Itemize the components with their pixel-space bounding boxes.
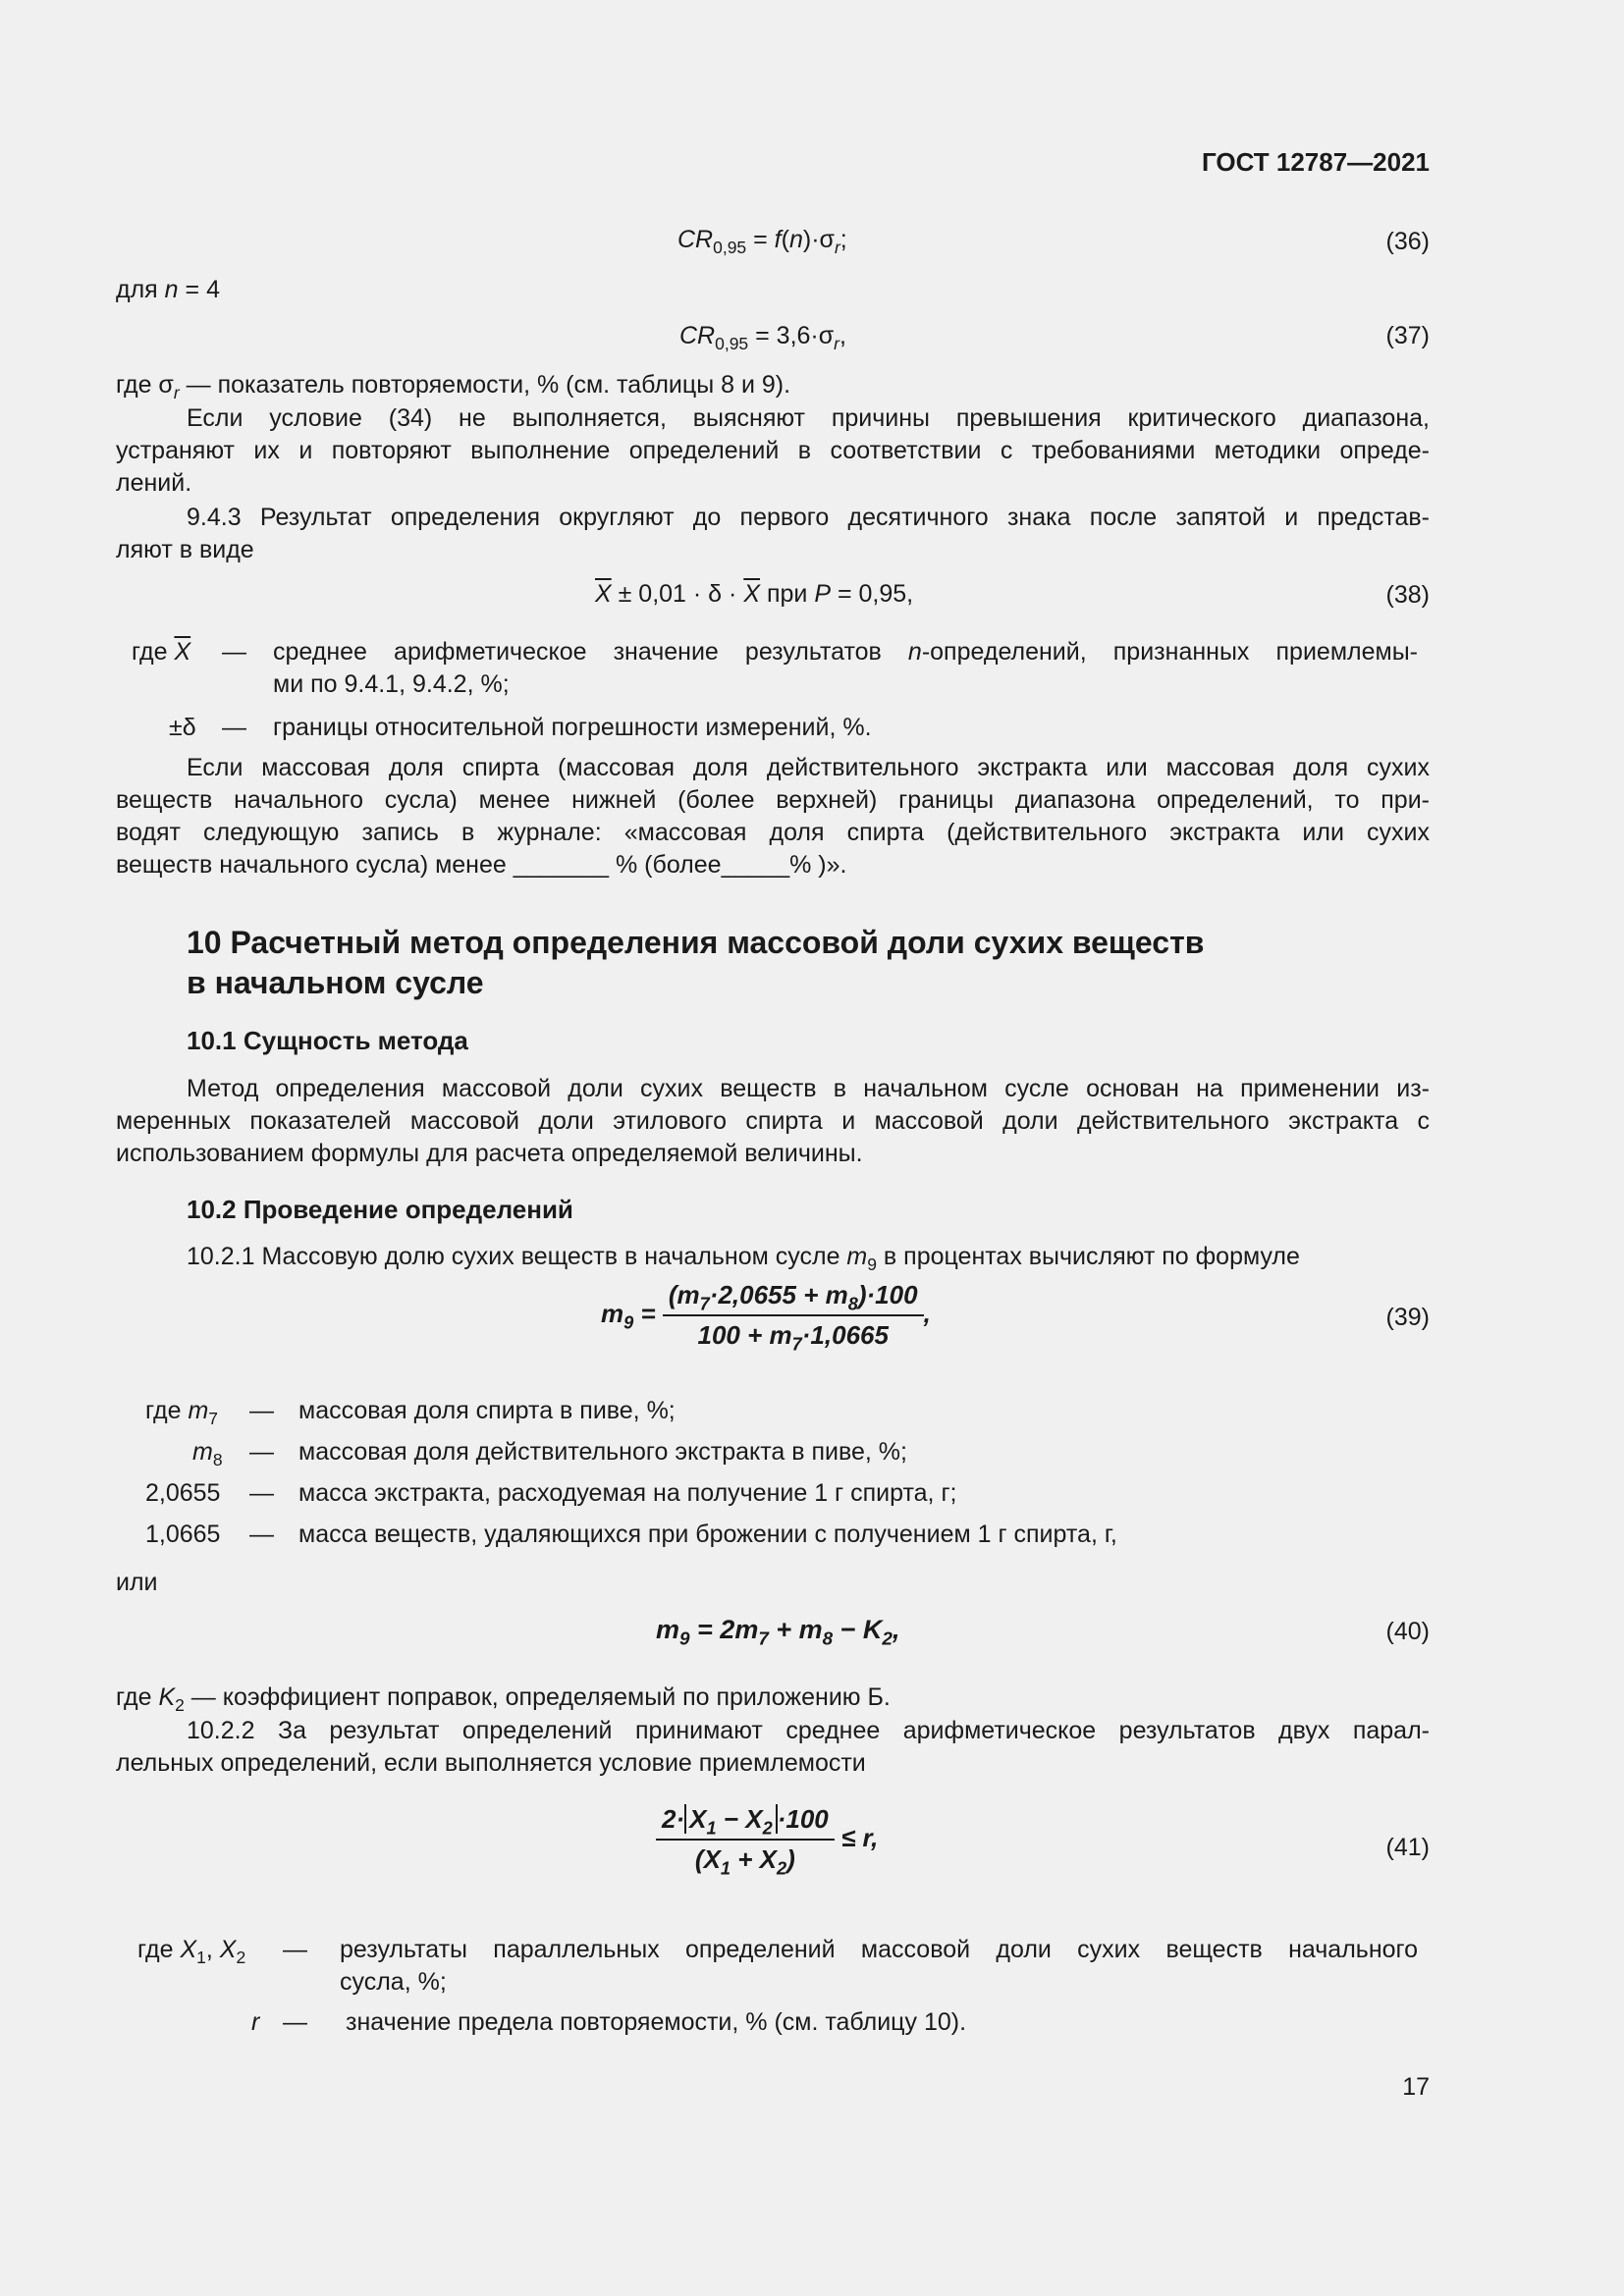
subsection-heading: 10.2 Проведение определений	[187, 1195, 573, 1224]
paragraph-line: Если условие (34) не выполняется, выясняют причины превышения критического диапазона,	[187, 404, 1430, 432]
definition-symbol: где $m_7$	[145, 1397, 218, 1429]
definition-text: сусла, %;	[340, 1968, 447, 1996]
paragraph-line: устраняют их и повторяют выполнение определений в соответствии с требованиями методики опреде-	[116, 437, 1430, 464]
paragraph-line: веществ начального сусла) менее нижней (более верхней) границы диапазона определений, то при-	[116, 786, 1430, 814]
text-line: или	[116, 1569, 158, 1596]
definition-dash: —	[249, 1397, 274, 1424]
definition-dash: —	[249, 1479, 274, 1507]
definition-dash: —	[222, 638, 246, 666]
subsection-heading: 10.1 Сущность метода	[187, 1026, 468, 1055]
paragraph-line: Если массовая доля спирта (массовая доля действительного экстракта или массовая доля сухих	[187, 754, 1430, 781]
definition-symbol: ±δ	[169, 714, 196, 741]
definition-dash: —	[222, 714, 246, 741]
definition-symbol: 1,0665	[145, 1521, 221, 1548]
paragraph-line: 10.2.1 Массовую долю сухих веществ в начальном сусле $m_9$ в процентах вычисляют по формуле	[187, 1243, 1300, 1275]
paragraph-line: 10.2.2 За результат определений принимают среднее арифметическое результатов двух парал-	[187, 1717, 1430, 1744]
section-heading: 10 Расчетный метод определения массовой доли сухих веществ	[187, 925, 1205, 960]
equation-36: $CR_{0,95} = f(n)\cdot\sigma_r$;	[677, 226, 847, 258]
paragraph-line: Метод определения массовой доли сухих веществ в начальном сусле основан на применении из-	[187, 1075, 1430, 1102]
definition-symbol: где $X_1$, $X_2$	[137, 1936, 246, 1968]
definition-text: среднее арифметическое значение результатов n-определений, признанных приемлемы-	[273, 638, 1418, 666]
paragraph-line: меренных показателей массовой доли этилового спирта и массовой доли действительного экстракта с	[116, 1107, 1430, 1135]
definition-text: масса экстракта, расходуемая на получение 1 г спирта, г;	[298, 1479, 957, 1507]
definition-text: результаты параллельных определений массовой доли сухих веществ начального	[340, 1936, 1418, 1963]
text-line: для n = 4	[116, 276, 220, 303]
paragraph-line: лельных определений, если выполняется условие приемлемости	[116, 1749, 866, 1777]
definition-dash: —	[249, 1438, 274, 1466]
definition-symbol: 2,0655	[145, 1479, 221, 1507]
equation-39: $m_9$ = $\frac{(m_7\cdot 2,0655 + m_8)\cdot 100}{100 + m_7\cdot 1,0665}$ ,	[601, 1280, 931, 1355]
definition-dash: —	[249, 1521, 274, 1548]
definition-text: значение предела повторяемости, % (см. таблицу 10).	[346, 2008, 967, 2036]
equation-38: $\overline{X} \pm 0,01 \cdot \delta \cdot \overline{X}$ при P = 0,95,	[595, 580, 914, 608]
paragraph-line: водят следующую запись в журнале: «массовая доля спирта (действительного экстракта или сухих	[116, 819, 1430, 846]
section-heading: в начальном сусле	[187, 965, 484, 1000]
equation-number: (40)	[1385, 1618, 1430, 1645]
equation-number: (41)	[1385, 1834, 1430, 1861]
paragraph-line: ляют в виде	[116, 536, 254, 563]
definition-text: масса веществ, удаляющихся при брожении с получением 1 г спирта, г,	[298, 1521, 1117, 1548]
document-id: ГОСТ 12787—2021	[1202, 147, 1430, 177]
equation-41: $\frac{2\cdot X_1 - X_2 \cdot 100}{(X_1 + X_2)}$ ≤ r,	[656, 1804, 878, 1875]
paragraph-line: 9.4.3 Результат определения округляют до первого десятичного знака после запятой и представ-	[187, 504, 1430, 531]
equation-37: $CR_{0,95} = 3,6\cdot\sigma_r$,	[679, 322, 846, 354]
equation-number: (39)	[1385, 1304, 1430, 1331]
paragraph-line: использованием формулы для расчета определяемой величины.	[116, 1140, 863, 1167]
equation-number: (36)	[1385, 228, 1430, 255]
equation-40: $m_9 = 2m_7 + m_8 - K_2$,	[656, 1615, 900, 1650]
definition-text: границы относительной погрешности измерений, %.	[273, 714, 872, 741]
text-line: где $\sigma_r$ — показатель повторяемости, % (см. таблицы 8 и 9).	[116, 371, 791, 403]
text-line: где $K_2$ — коэффициент поправок, определяемый по приложению Б.	[116, 1683, 891, 1716]
definition-text: ми по 9.4.1, 9.4.2, %;	[273, 670, 510, 698]
definition-symbol: $m_8$	[192, 1438, 223, 1470]
paragraph-line: лений.	[116, 469, 192, 497]
definition-symbol: r	[251, 2008, 260, 2036]
definition-text: массовая доля спирта в пиве, %;	[298, 1397, 676, 1424]
definition-symbol: где $\overline{X}$	[132, 638, 191, 666]
definition-dash: —	[283, 1936, 307, 1963]
definition-text: массовая доля действительного экстракта в пиве, %;	[298, 1438, 907, 1466]
paragraph-line: веществ начального сусла) менее _______ % (более_____% )».	[116, 851, 847, 879]
equation-number: (38)	[1385, 581, 1430, 609]
definition-dash: —	[283, 2008, 307, 2036]
page-number: 17	[1402, 2073, 1430, 2101]
equation-number: (37)	[1385, 322, 1430, 349]
